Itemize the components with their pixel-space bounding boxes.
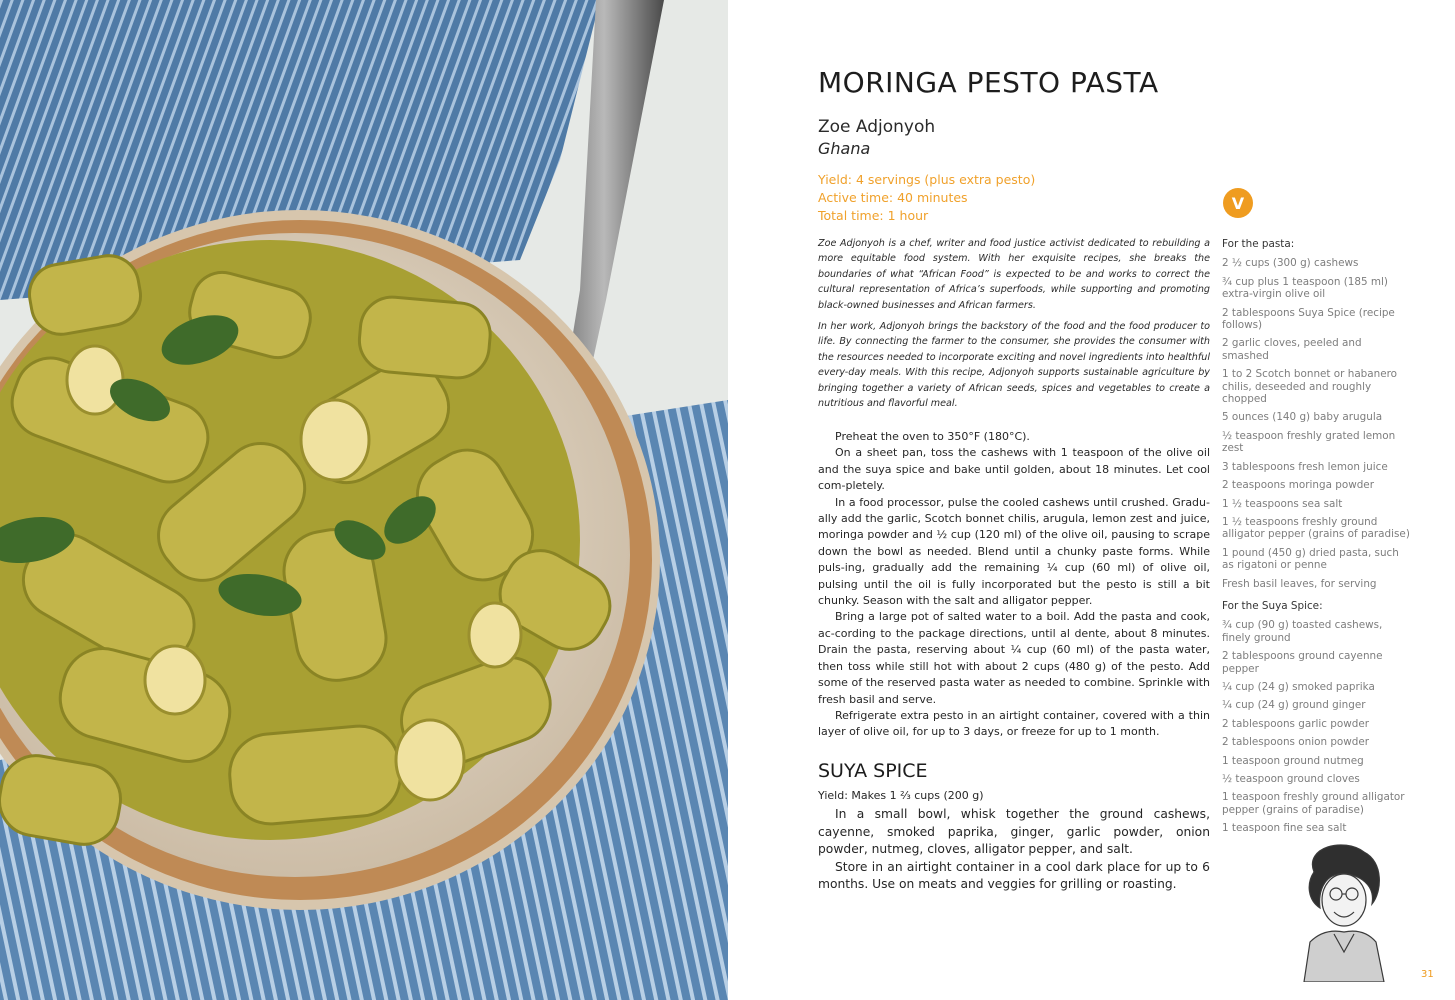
intro-paragraph: In her work, Adjonyoh brings the backstory of the food and the food producer to life. By connecting the farmer to the consumer, she provides the consumer with the resources needed to incorporate exciting and novel ingredients into healthful every-day meals. With this recipe, Adjonyoh supports sustainable agriculture by bringing together a variety of African seeds, spices and vegetables to create a nutritious and flavorful meal. (818, 321, 1210, 410)
method-step: On a sheet pan, toss the cashews with 1 teaspoon of the olive oil and the suya spice and bake until golden, about 18 minutes. Let cool com-pletely. (818, 446, 1210, 493)
total-time-text: Total time: 1 hour (818, 208, 929, 223)
recipe-title: MORINGA PESTO PASTA (818, 66, 1159, 99)
ingredient-item: 2 garlic cloves, peeled and smashed (1222, 337, 1362, 362)
ingredient-item: ½ teaspoon ground cloves (1222, 773, 1360, 785)
method-step: In a small bowl, whisk together the ground cashews, cayenne, smoked paprika, ginger, garlic powder, onion powder, nutmeg, cloves, alligator pepper, and salt. (818, 807, 1210, 857)
ingredient-item: 1 teaspoon fine sea salt (1222, 822, 1347, 835)
ingredient-item: 2 tablespoons ground cayenne pepper (1222, 650, 1383, 675)
page-number: 31 (1421, 969, 1434, 980)
recipe-page (728, 0, 1455, 1000)
method-step: In a food processor, pulse the cooled cashews until crushed. Gradu-ally add the garlic, Scotch bonnet chilis, arugula, lemon zest and juice, moringa powder and ½ cup (120 ml) of the olive oil, pausing to scrape down the bowl as needed. Blend until a chunky paste forms. While puls-ing, gradually add the remaining ¼ cup (60 ml) of olive oil, pulsing until the oil is fully incorporated but the pesto is still a bit chunky. Season with the salt and alligator pepper. (818, 495, 1210, 608)
method-step: Store in an airtight container in a cool dark place for up to 6 months. Use on meats and veggies for grilling or roasting. (818, 859, 1210, 892)
yield-text: Yield: 4 servings (plus extra pesto) (818, 172, 1036, 187)
recipe-intro (818, 236, 1210, 417)
ingredient-item: 1 to 2 Scotch bonnet or habanero chilis, deseeded and roughly chopped (1222, 368, 1398, 406)
suya-spice-yield: Yield: Makes 1 ⅔ cups (200 g) (818, 789, 984, 802)
ingredient-item: ¾ cup plus 1 teaspoon (185 ml) extra-virgin olive oil (1222, 275, 1388, 301)
intro-paragraph: Zoe Adjonyoh is a chef, writer and food justice activist dedicated to rebuilding a more equitable food system. With her exquisite recipes, she breaks the boundaries of what “African Food” is expected to be and works to correct the cultural representation of Africa’s superfoods, while supporting and promoting black-owned businesses and African farmers. (818, 238, 1210, 311)
recipe-meta (818, 171, 1035, 225)
suya-ingredients-heading: For the Suya Spice: (1222, 599, 1323, 612)
ingredient-item: 1 teaspoon freshly ground alligator pepper (grains of paradise) (1222, 791, 1405, 816)
method-step: Refrigerate extra pesto in an airtight container, covered with a thin layer of olive oil, for up to 3 days, or freeze for up to 1 month. (818, 708, 1210, 739)
ingredient-item: 3 tablespoons fresh lemon juice (1222, 460, 1388, 473)
chef-portrait-sketch-icon (1284, 842, 1394, 982)
ingredient-item: 2 ½ cups (300 g) cashews (1222, 257, 1359, 270)
ingredient-item: ¾ cup (90 g) toasted cashews, finely ground (1222, 619, 1383, 644)
ingredient-item: Fresh basil leaves, for serving (1222, 577, 1377, 590)
ingredient-item: 5 ounces (140 g) baby arugula (1222, 411, 1383, 424)
author-name: Zoe Adjonyoh (818, 117, 936, 137)
ingredient-item: ¼ cup (24 g) smoked paprika (1222, 680, 1375, 693)
vegetarian-badge-icon: V (1223, 188, 1253, 218)
author-country: Ghana (818, 139, 871, 158)
chef-portrait (1284, 842, 1394, 982)
ingredient-item: 2 tablespoons Suya Spice (recipe follows) (1222, 306, 1395, 332)
ingredient-item: 2 tablespoons onion powder (1222, 736, 1370, 749)
ingredient-item: 1 teaspoon ground nutmeg (1222, 754, 1364, 767)
ingredient-item: 1 pound (450 g) dried pasta, such as rigatoni or penne (1222, 546, 1399, 572)
ingredient-item: 2 teaspoons moringa powder (1222, 479, 1374, 492)
ingredient-item: 1 ½ teaspoons sea salt (1222, 497, 1343, 510)
method-step: Bring a large pot of salted water to a boil. Add the pasta and cook, ac-cording to the package directions, until al dente, about 8 minutes. Drain the pasta, reserving about ¼ cup (60 ml) of the pasta water, then toss while still hot with about 2 cups (480 g) of the pesto. Add some of the reserved pasta water as needed to combine. Sprinkle with fresh basil and serve. (818, 610, 1210, 706)
method-step: Preheat the oven to 350°F (180°C). (835, 430, 1030, 443)
recipe-method (818, 429, 1210, 741)
active-time-text: Active time: 40 minutes (818, 190, 968, 205)
ingredient-item: 1 ½ teaspoons freshly ground alligator pepper (grains of paradise) (1222, 515, 1410, 541)
ingredients-list (1222, 236, 1410, 841)
ingredient-item: ½ teaspoon freshly grated lemon zest (1222, 429, 1396, 455)
ingredient-item: ¼ cup (24 g) ground ginger (1222, 699, 1366, 712)
pasta-ingredients-heading: For the pasta: (1222, 238, 1295, 250)
suya-spice-title: SUYA SPICE (818, 760, 928, 782)
suya-spice-method (818, 806, 1210, 894)
ingredient-item: 2 tablespoons garlic powder (1222, 717, 1369, 730)
